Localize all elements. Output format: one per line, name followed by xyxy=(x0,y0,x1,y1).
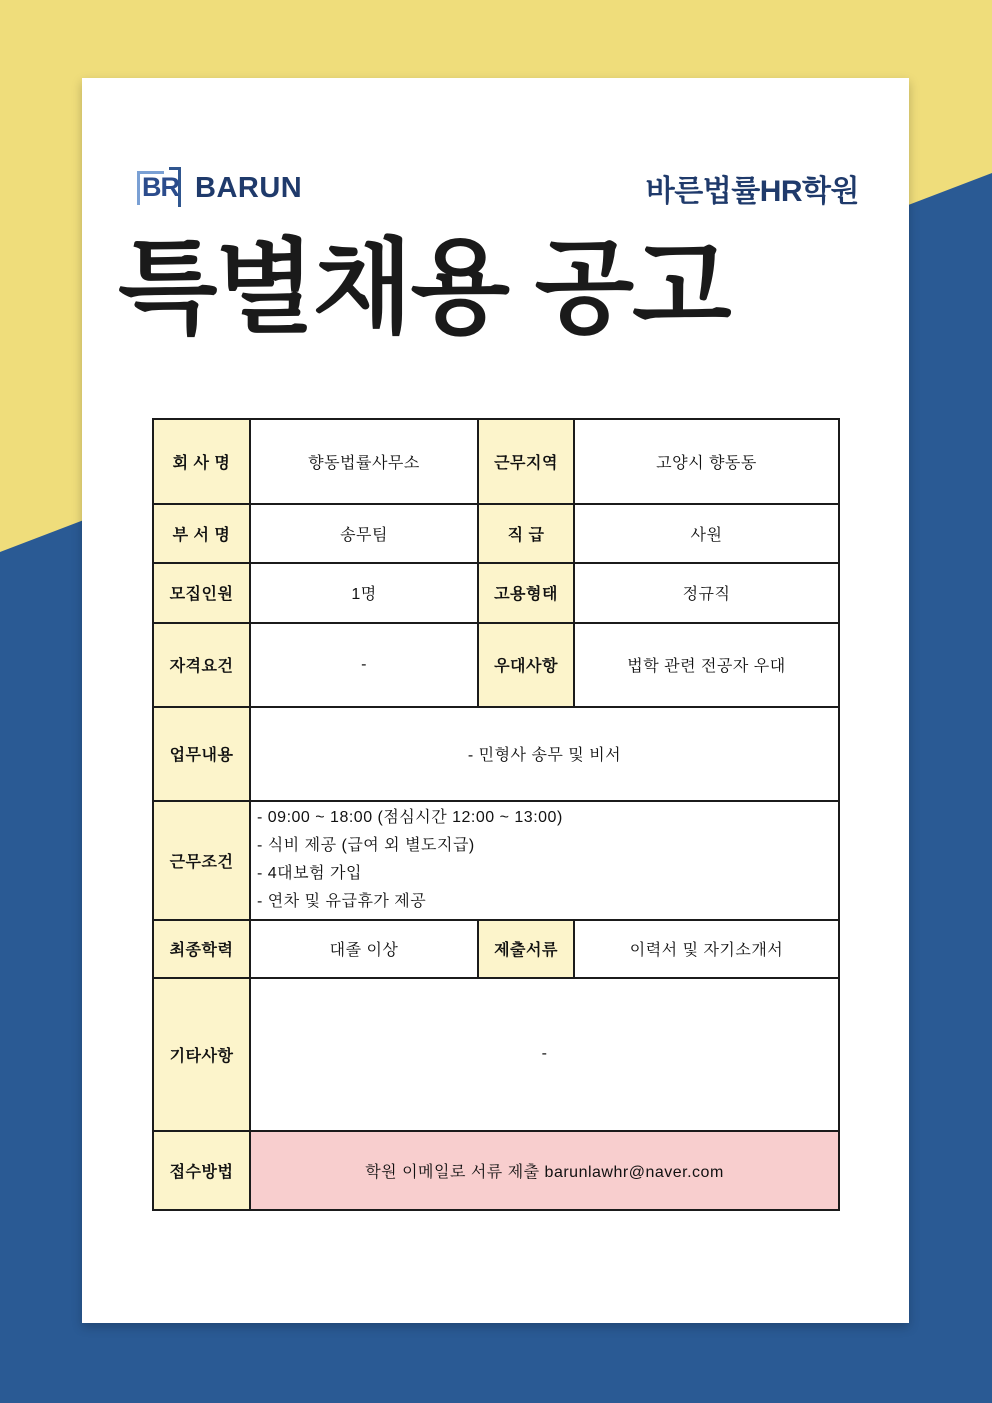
label-department: 부 서 명 xyxy=(153,504,250,563)
working-condition-line: - 4대보험 가입 xyxy=(257,865,362,882)
working-condition-line: - 09:00 ~ 18:00 (점심시간 12:00 ~ 13:00) xyxy=(257,809,563,826)
job-details-table xyxy=(152,418,840,1211)
poster-title: 특별채용 공고 xyxy=(118,230,730,345)
value-company: 향동법률사무소 xyxy=(250,419,478,504)
logo-text: BARUN xyxy=(195,171,303,204)
label-preferences: 우대사항 xyxy=(478,623,574,707)
br-logo-icon xyxy=(137,167,183,209)
value-documents: 이력서 및 자기소개서 xyxy=(574,920,839,978)
label-job-description: 업무내용 xyxy=(153,707,250,801)
value-job-description: - 민형사 송무 및 비서 xyxy=(250,707,839,801)
value-application: 학원 이메일로 서류 제출 barunlawhr@naver.com xyxy=(250,1131,839,1210)
poster-header xyxy=(82,78,909,210)
table-row-headcount-employment xyxy=(153,563,839,623)
label-application: 접수방법 xyxy=(153,1131,250,1210)
value-position: 사원 xyxy=(574,504,839,563)
table-row-department-position xyxy=(153,504,839,563)
br-logo-mark: BR xyxy=(142,172,179,202)
label-other: 기타사항 xyxy=(153,978,250,1131)
value-qualifications: - xyxy=(250,623,478,707)
label-location: 근무지역 xyxy=(478,419,574,504)
label-qualifications: 자격요건 xyxy=(153,623,250,707)
label-position: 직 급 xyxy=(478,504,574,563)
value-other: - xyxy=(250,978,839,1131)
table-row-qualifications-preferences xyxy=(153,623,839,707)
table-row-other xyxy=(153,978,839,1131)
label-documents: 제출서류 xyxy=(478,920,574,978)
table-row-job-description xyxy=(153,707,839,801)
label-employment-type: 고용형태 xyxy=(478,563,574,623)
label-education: 최종학력 xyxy=(153,920,250,978)
table-row-working-conditions xyxy=(153,801,839,920)
value-department: 송무팀 xyxy=(250,504,478,563)
barun-logo xyxy=(137,167,302,209)
label-headcount: 모집인원 xyxy=(153,563,250,623)
label-working-conditions: 근무조건 xyxy=(153,801,250,920)
value-employment-type: 정규직 xyxy=(574,563,839,623)
value-headcount: 1명 xyxy=(250,563,478,623)
label-company: 회 사 명 xyxy=(153,419,250,504)
value-preferences: 법학 관련 전공자 우대 xyxy=(574,623,839,707)
table-row-company-location xyxy=(153,419,839,504)
value-working-conditions xyxy=(250,801,839,920)
value-location: 고양시 향동동 xyxy=(574,419,839,504)
table-row-education-documents xyxy=(153,920,839,978)
working-condition-line: - 연차 및 유급휴가 제공 xyxy=(257,893,427,910)
table-row-application xyxy=(153,1131,839,1210)
working-condition-line: - 식비 제공 (급여 외 별도지급) xyxy=(257,837,475,854)
poster-card xyxy=(82,78,909,1323)
value-education: 대졸 이상 xyxy=(250,920,478,978)
academy-name: 바른법률HR학원 xyxy=(645,175,859,208)
